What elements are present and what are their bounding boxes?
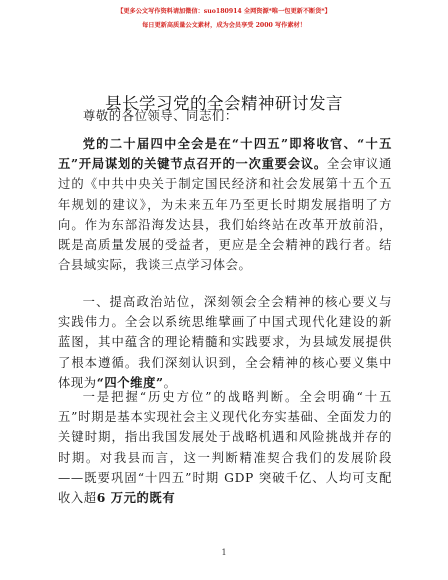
paragraph-2-bold: “四个维度” <box>96 374 164 390</box>
document-title: 县长学习党的全会精神研讨发言 <box>105 94 343 113</box>
page-number: 1 <box>221 548 227 557</box>
promo-banner <box>0 6 448 32</box>
paragraph-1-rest: 全会审议通过的《中共中央关于制定国民经济和社会发展第十五个五年规划的建议》，为未来五年乃至更长时期发展指明了方向。作为东部沿海发达县，我们始终站在改革开放前沿，既是高质量发展的受益者，更应是全会精神的践行者。结合县域实际，我谈三点学习体会。 <box>58 157 392 273</box>
paragraph-2-end: 。 <box>163 375 177 390</box>
promo-banner-line-2: 每日更新高质量公文素材，成为会员享受 2000 写作素材！ <box>142 22 306 29</box>
paragraph-1-lead: 党的二十届四中全会是在“十四五”即将收官、“十五五”开局谋划的关键节点召开的一次重要会议。 <box>58 136 392 172</box>
paragraph-3-bold: 6 万元的既有 <box>96 490 176 506</box>
paragraph-3 <box>58 387 392 508</box>
paragraph-2-lead: 一、提高政治站位，深刻领会全会精神的核心要义与实践伟力。全会以系统思维擘画了中国式现代化建设的新蓝图，其中蕴含的理论精髓和实践要求，为县域发展提供了根本遵循。我们深刻认识到，全会精神的核心要义集中体现为 <box>58 295 392 390</box>
greeting: 尊敬的各位领导、同志们： <box>83 109 238 123</box>
paragraph-2 <box>58 292 392 393</box>
promo-banner-line-1: 【更多公文写作资料请加微信：suo180914 全网资源*唯一包更新不断货*】 <box>117 8 331 15</box>
paragraph-3-lead: 一是把握“历史方位”的战略判断。全会明确“十五五”时期是基本实现社会主义现代化夯实基础、全面发力的关键时期，指出我国发展处于战略机遇和风险挑战并存的时期。对我县而言，这一判断精准契合我们的发展阶段——既要巩固“十四五”时期 GDP 突破千亿、人均可支配收入超 <box>58 390 392 506</box>
paragraph-1 <box>58 134 392 275</box>
